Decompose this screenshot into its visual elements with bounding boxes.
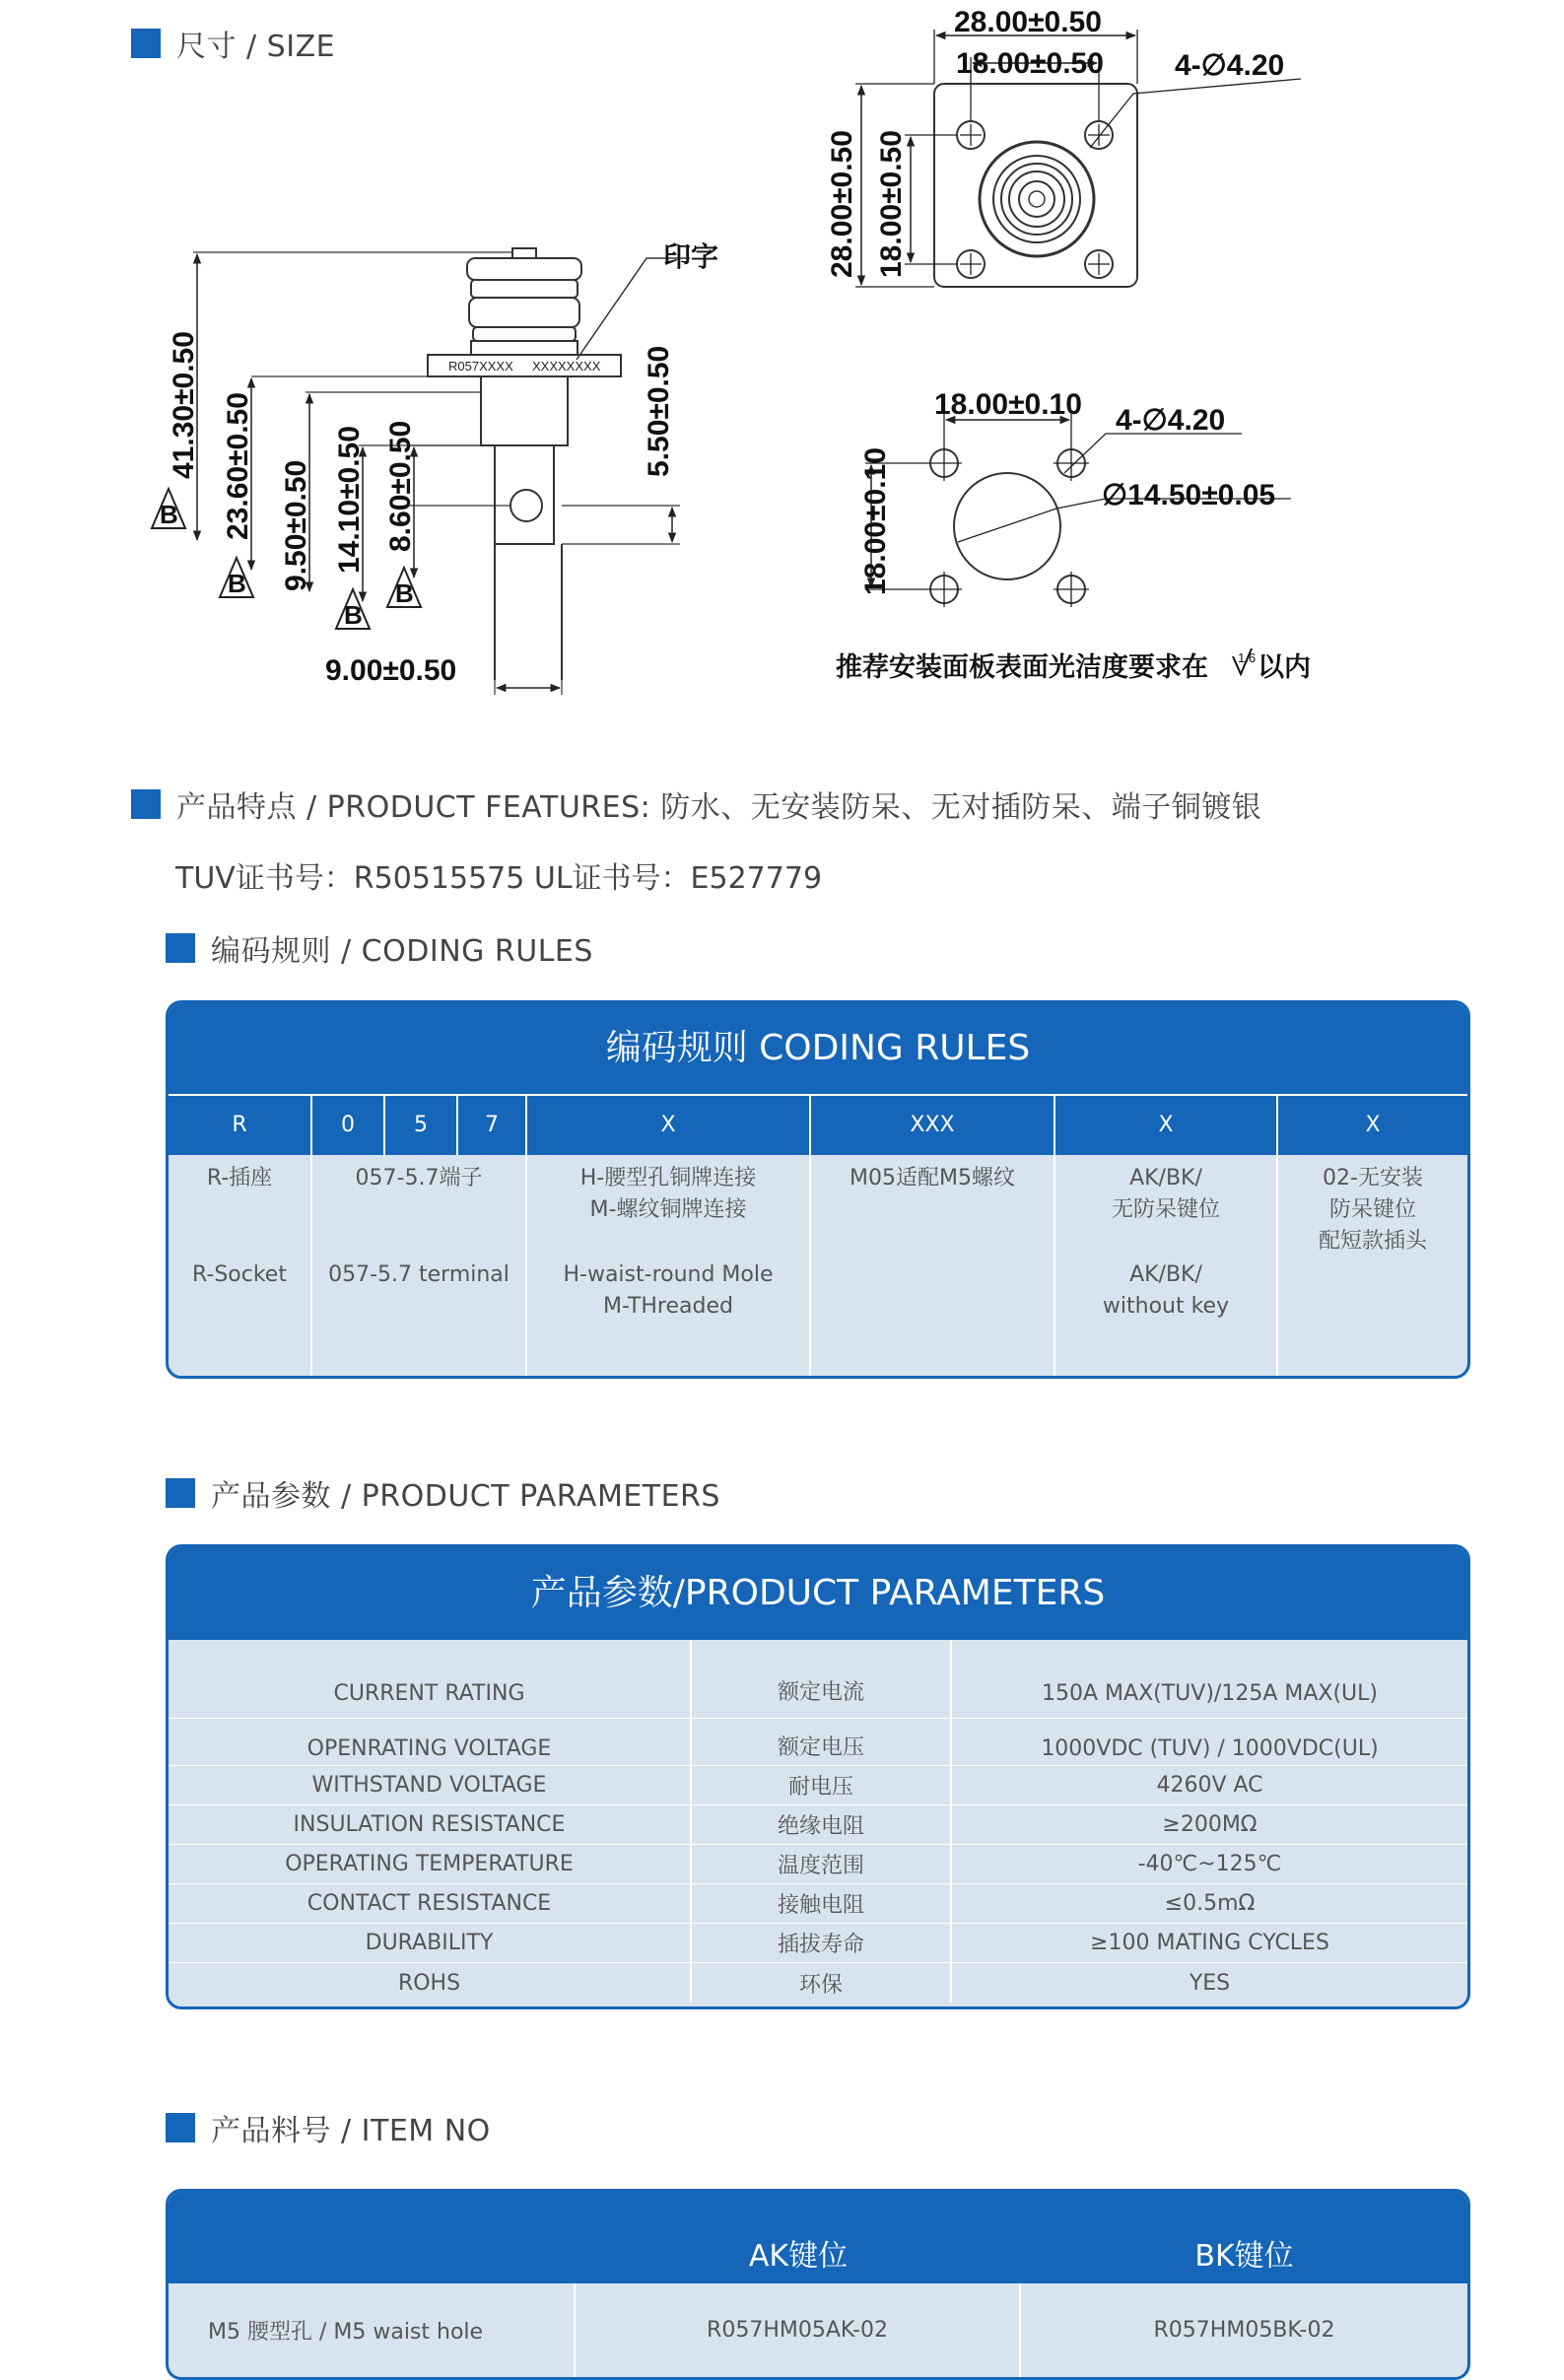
roughness-value: 1.6 (1238, 650, 1257, 665)
coding-cell-type (527, 1153, 811, 1376)
param-cn: 温度范围 (692, 1845, 952, 1883)
table-title: 编码规则 CODING RULES (169, 1003, 1467, 1094)
cell-cn: M05适配M5螺纹 (850, 1166, 1015, 1190)
table-row (169, 1805, 1467, 1845)
item-name: M5 腰型孔 / M5 waist hole (169, 2283, 576, 2377)
param-cn: 耐电压 (692, 1766, 952, 1804)
param-value: 150A MAX(TUV)/125A MAX(UL) (1042, 1681, 1378, 1706)
table-row (169, 1766, 1467, 1805)
cell-en: AK/BK/ without key (1102, 1262, 1230, 1319)
cell-cn: AK/BK/ 无防呆键位 (1111, 1166, 1220, 1222)
table-title: 产品参数/PRODUCT PARAMETERS (169, 1547, 1467, 1640)
param-cn: 插拔寿命 (692, 1924, 952, 1962)
technical-drawing (0, 0, 1564, 719)
cell-en: R-Socket (192, 1262, 287, 1287)
coding-cell-thread (811, 1153, 1055, 1376)
header-cell: 7 (458, 1096, 527, 1155)
panel-cutout (930, 449, 1085, 603)
section-marker-icon (131, 789, 161, 819)
param-value: -40℃~125℃ (1137, 1852, 1282, 1876)
param-value: ≥200MΩ (1162, 1812, 1258, 1837)
product-parameters-table (166, 1544, 1470, 2009)
header-cell: 0 (312, 1096, 385, 1155)
top-height-outer: 28.00±0.50 (826, 130, 858, 278)
param-cn: 额定电压 (692, 1718, 952, 1765)
param-value: YES (1189, 1970, 1231, 1996)
header-cell: X (1365, 1113, 1381, 1137)
table-header-row (169, 1094, 1467, 1155)
item-number-table (166, 2189, 1470, 2380)
cell-en: H-waist-round Mole M-THreaded (563, 1262, 774, 1319)
side-view (193, 248, 690, 695)
coding-cell-key (1055, 1153, 1278, 1376)
datum-b-icon: B (395, 578, 414, 608)
coding-cell-r (169, 1153, 312, 1376)
table-row (169, 1924, 1467, 1963)
header-cell: R (169, 1096, 312, 1155)
section-marker-icon (166, 933, 195, 963)
header-cell: X (527, 1096, 811, 1155)
item-bk-part: R057HM05BK-02 (1153, 2318, 1335, 2343)
param-en: DURABILITY (169, 1924, 692, 1962)
section-params-heading (166, 1471, 720, 1515)
table-body (169, 1640, 1467, 2006)
param-en: CONTACT RESISTANCE (169, 1884, 692, 1923)
section-marker-icon (166, 1478, 195, 1508)
header-bk-label: BK键位 (1194, 2238, 1294, 2274)
table-row (169, 1884, 1467, 1924)
header-cell: X (1055, 1096, 1278, 1155)
param-value: ≥100 MATING CYCLES (1090, 1931, 1329, 1955)
table-row (169, 1845, 1467, 1884)
panel-height: 18.00±0.10 (859, 447, 892, 595)
param-cn: 环保 (692, 1963, 952, 2003)
item-ak-part: R057HM05AK-02 (576, 2283, 1021, 2377)
print-label: 印字 (663, 241, 719, 272)
dim-bottom: 9.00±0.50 (325, 654, 457, 687)
dim-8-6: 8.60±0.50 (384, 420, 417, 552)
note-after: 以内 (1258, 652, 1311, 682)
datum-b-icon: B (344, 600, 363, 630)
certificate-numbers: TUV证书号：R50515575 UL证书号：E527779 (175, 861, 823, 896)
top-height-inner: 18.00±0.50 (875, 130, 908, 278)
table-row (169, 1640, 1467, 1719)
side-marking (448, 359, 601, 374)
surface-note (836, 648, 1311, 682)
param-en: OPERATING TEMPERATURE (169, 1845, 692, 1883)
dim-total: 41.30±0.50 (168, 331, 200, 479)
dim-9-5: 9.50±0.50 (280, 459, 312, 591)
table-header-row (169, 2192, 1467, 2283)
panel-holes: 4-∅4.20 (1116, 404, 1226, 437)
top-width-outer: 28.00±0.50 (954, 6, 1102, 38)
note-before: 推荐安装面板表面光洁度要求在 (836, 652, 1208, 682)
section-title: 产品参数 / PRODUCT PARAMETERS (211, 1479, 720, 1514)
section-item-heading (166, 2106, 491, 2149)
header-cell: XXX (811, 1096, 1055, 1155)
header-cell: 5 (385, 1096, 458, 1155)
datum-b-icon: B (228, 569, 246, 598)
param-en: INSULATION RESISTANCE (169, 1805, 692, 1844)
section-marker-icon (166, 2113, 195, 2142)
param-en: WITHSTAND VOLTAGE (169, 1766, 692, 1804)
section-title: 编码规则 / CODING RULES (211, 934, 593, 969)
param-en: ROHS (169, 1963, 692, 2003)
dim-5-5: 5.50±0.50 (643, 345, 675, 477)
param-en: CURRENT RATING (169, 1640, 692, 1718)
cell-cn: H-腰型孔铜牌连接 M-螺纹铜牌连接 (579, 1166, 757, 1222)
param-value: ≤0.5mΩ (1164, 1891, 1256, 1916)
datum-b-icon: B (160, 500, 178, 529)
param-cn: 额定电流 (692, 1640, 952, 1718)
top-width-inner: 18.00±0.50 (956, 47, 1104, 80)
cell-cn: R-插座 (206, 1166, 273, 1190)
coding-rules-table (166, 1000, 1470, 1379)
header-cell-ak (576, 2192, 1021, 2283)
section-title: 产品料号 / ITEM NO (211, 2114, 491, 2148)
param-value: 4260V AC (1156, 1773, 1263, 1798)
table-row (169, 2283, 1467, 2377)
top-holes: 4-∅4.20 (1175, 49, 1285, 82)
param-cn: 绝缘电阻 (692, 1805, 952, 1844)
dim-14-1: 14.10±0.50 (333, 426, 366, 574)
top-view (934, 84, 1137, 287)
coding-cell-057 (312, 1153, 527, 1376)
section-coding-heading (166, 926, 593, 970)
header-ak-label: AK键位 (748, 2238, 849, 2274)
table-body-row (169, 1153, 1467, 1376)
header-cell-bk (1021, 2192, 1467, 2283)
table-row (169, 1719, 1467, 1766)
dim-flange: 23.60±0.50 (222, 392, 254, 540)
panel-width: 18.00±0.10 (934, 388, 1082, 421)
header-cell-empty (169, 2192, 576, 2283)
param-en: OPENRATING VOLTAGE (169, 1718, 692, 1765)
section-features-heading (131, 782, 1261, 826)
coding-cell-install (1278, 1153, 1467, 1376)
section-title: 产品特点 / PRODUCT FEATURES: 防水、无安装防呆、无对插防呆、端子铜镀银 (176, 790, 1262, 825)
section-title: 尺寸 / SIZE (176, 30, 336, 64)
table-row (169, 1963, 1467, 2003)
param-value: 1000VDC (TUV) / 1000VDC(UL) (1041, 1736, 1379, 1761)
marking-left: R057XXXX (448, 359, 513, 374)
cell-en: 057-5.7 terminal (328, 1262, 510, 1287)
param-cn: 接触电阻 (692, 1884, 952, 1923)
cell-cn: 057-5.7端子 (355, 1166, 483, 1190)
marking-right: XXXXXXXX (532, 359, 601, 374)
cell-cn: 02-无安装 防呆键位 配短款插头 (1318, 1166, 1427, 1254)
panel-center: ∅14.50±0.05 (1102, 479, 1276, 511)
